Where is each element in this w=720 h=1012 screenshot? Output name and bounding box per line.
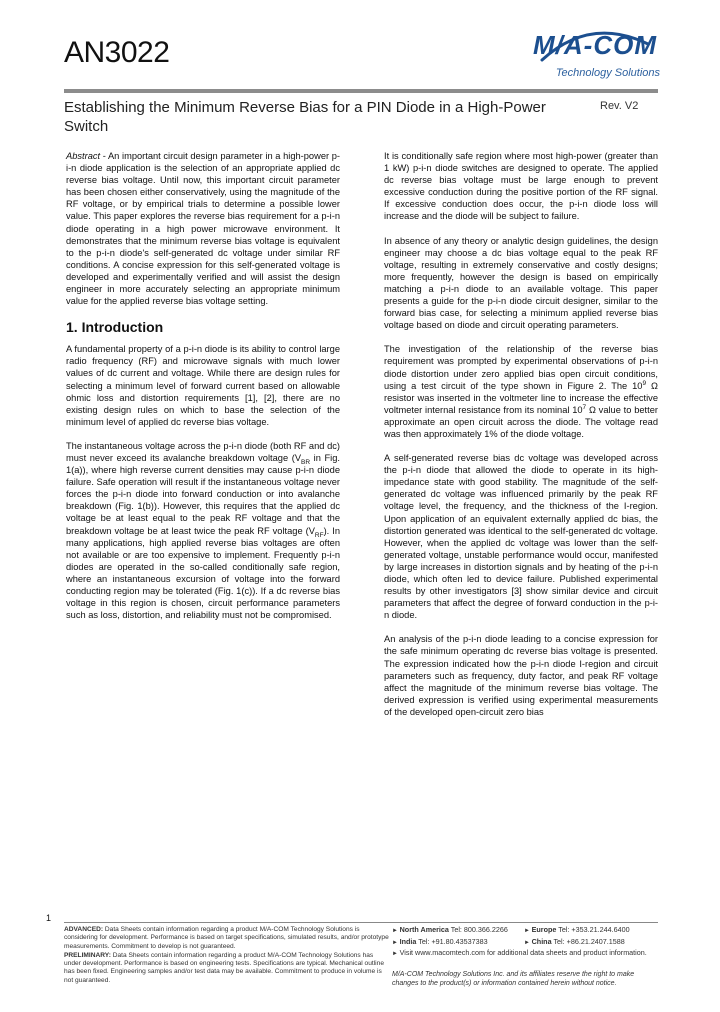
subscript: BR [301,458,311,466]
contact-value: Tel: +86.21.2407.1588 [553,936,625,946]
revision-label: Rev. V2 [600,100,639,112]
arrow-icon: ► [524,928,532,934]
document-title: Establishing the Minimum Reverse Bias for a PIN Diode in a High-Power Switch [64,99,546,135]
website-line[interactable] [392,948,658,960]
intro-paragraph-2 [66,440,340,621]
contact-value: Tel: +91.80.43537383 [418,936,488,946]
arrow-icon: ► [392,951,400,958]
para-text: The investigation of the relationship of the reverse bias requirement was prompted by experimental observations of p-i-n diode distortion under zero applied bias open circuit conditions, using a test circuit of the type shown in Figure 2. The 10 [384,344,658,391]
logo-wordmark: M/A-COM [533,30,657,60]
rights-notice: M/A-COM Technology Solutions Inc. and its affiliates reserve the right to make changes to the product(s) or information contained herein without notice. [392,970,635,988]
superscript: 9 [642,379,647,387]
preliminary-text: Data Sheets contain information regarding a product M/A-COM Technology Solutions has under development. Performance is based on engineering tests. Specifications are typical. Mechanical outline has been fixed. Engineering samples and/or test data may be available. Commitment to produce in volume is not guaranteed. [64,951,384,984]
para-text: ). In many applications, high applied reverse bias voltages are often not available or are too expensive to implement. Frequently p-i-n diodes are operated in the so-called conditionally safe region, where an instantaneous excursion of voltage into the forward conducting region may be tolerated (Fig. 1(c)). If a dc reverse bias voltage in this region is chosen, circuit performance parameters such as loss, distortion, and reliability must not be compromised. [66,525,340,621]
contact-label: China [531,936,552,946]
footer-disclaimer [64,926,389,986]
subscript: RF [314,531,324,539]
contact-row [392,937,658,949]
website-text[interactable]: Visit www.macomtech.com for additional data sheets and product information. [399,948,647,958]
contact-north-america [392,925,524,937]
logo-tagline: Technology Solutions [555,67,660,79]
preliminary-label: PRELIMINARY: [64,951,111,959]
abstract-text: - An important circuit design parameter in a high-power p-i-n diode application is the selection of an appropriate applied dc reverse bias voltage. Until now, this important circuit parameter has been chosen either conservatively, using the magnitude of the RF voltage, or by empirical trials to determine a possible lower value. This paper explores the reverse bias requirement for a p-i-n diode operating in a high power microwave environment. It demonstrates that the minimum reverse bias voltage is equivalent to the p-i-n diode's self-generated dc voltage under similar RF conditions. A concise expression for this self-generated voltage is developed and experimentally verified and will assist the design engineer in more accurately selecting an appropriate minimum value for the applied reverse bias voltage setting. [66,151,340,307]
superscript: 7 [582,403,587,411]
para-text: Ω resistor was inserted in the voltmeter line to increase the effective voltmeter internal resistance from its nominal 10 [384,380,658,415]
body-paragraph-2: In absence of any theory or analytic design guidelines, the design engineer may choose a dc bias voltage equal to the peak RF voltage, resulting in extremely conservative and costly designs; more frequently, however the design is based on empirically matching a p-i-n diode to an available voltage. This paper presents a guide for the p-i-n diode circuit designer, similar to the forward bias case, for selecting a minimum applied reverse bias voltage based on diode and circuit operating parameters. [384,235,658,331]
contact-value: Tel: +353.21.244.6400 [558,925,630,934]
contact-label: Europe [531,925,557,934]
contact-label: India [399,936,417,946]
advanced-note [64,926,389,951]
body-paragraph-3 [384,343,658,440]
abstract-label: Abstract [66,151,101,161]
section-heading-introduction: 1. Introduction [66,319,164,336]
contact-india [392,937,524,949]
advanced-text: Data Sheets contain information regarding a product M/A-COM Technology Solutions is considering for development. Performance is based on target specifications, simulated results, and/or prototype measurements. Commitment to develop is not guaranteed. [64,926,389,950]
contact-china [524,937,656,949]
document-id: AN3022 [64,36,170,69]
page-number: 1 [46,913,52,923]
abstract-paragraph [66,150,340,307]
arrow-icon: ► [392,939,400,946]
contact-label: North America [399,925,449,934]
header-divider [64,89,658,93]
body-paragraph-5: An analysis of the p-i-n diode leading to a concise expression for the safe minimum operating dc reverse bias voltage is presented. The expression indicated how the p-i-n diode I-region and circuit parameters such as frequency, duty factor, and peak RF voltage affect the magnitude of the minimum reverse bias voltage. The derived expression is verified using experimental measurements of the developed open-circuit zero bias [384,634,658,717]
left-column [66,150,340,633]
arrow-icon: ► [392,928,400,934]
para-text: The instantaneous voltage across the p-i-n diode (both RF and dc) must never exceed its avalanche breakdown voltage (V [66,440,340,463]
body-paragraph-4: A self-generated reverse bias dc voltage was developed across the p-i-n diode that allowed the diode to operate in its high-impedance state with good stability. The magnitude of the self-generated dc voltage was influenced primarily by the peak RF voltage level, the frequency, and the thickness of the I-region. Upon application of an equivalent externally applied dc bias, the distortion generated was identical to the self-generated dc voltage. However, when the applied dc voltage was lower than the self-generated voltage, unstable performance would occur, manifested by large increases in distortion signals and by heating of the p-i-n diode, which often led to device failure. Published experimental results by other investigators [3] show similar device and circuit parameters that affect the degree of forward conduction in the p-i-n diode. [384,453,658,621]
macom-logo [530,30,660,82]
body-paragraph-1: It is conditionally safe region where most high-power (greater than 1 kW) p-i-n diode switches are designed to operate. The applied dc reverse bias voltage must be large enough to prevent excessive conduction during the positive portion of the RF signal. If excessive conduction does occur, the p-i-n diode loss will increase and the diode will be subject to failure. [384,151,658,222]
footer-divider [64,922,658,923]
para-text: in Fig. 1(a)), where high reverse current densities may cause p-i-n diode failure. Safe operation will result if the instantaneous voltage never forces the p-i-n diode into forward conduction or into avalanche breakdown (Fig. 1(b)). However, this requires that the applied dc voltage be at least equal to the peak RF voltage and that the breakdown voltage be at least twice the peak RF voltage (V [66,452,340,536]
intro-paragraph-1: A fundamental property of a p-i-n diode is its ability to control large radio frequency (RF) and microwave signals with much lower values of dc current and voltage. While there are design rules for selecting a minimum level of forward current based on allowable ohmic loss and distortion requirements [1], [2], there are no existing design rules on which to base the selection of the minimum level of applied dc reverse bias voltage. [66,344,340,427]
arrow-icon: ► [524,939,532,946]
para-text: Ω value to better approximate an open circuit across the diode. The voltage read was then approximately 1% of the diode voltage. [384,404,658,439]
preliminary-note [64,952,389,985]
contact-value: Tel: 800.366.2266 [450,925,508,934]
contact-europe [524,925,656,937]
advanced-label: ADVANCED: [64,926,104,933]
contact-row [392,925,658,937]
footer-contacts [392,925,658,989]
right-column [384,150,658,730]
